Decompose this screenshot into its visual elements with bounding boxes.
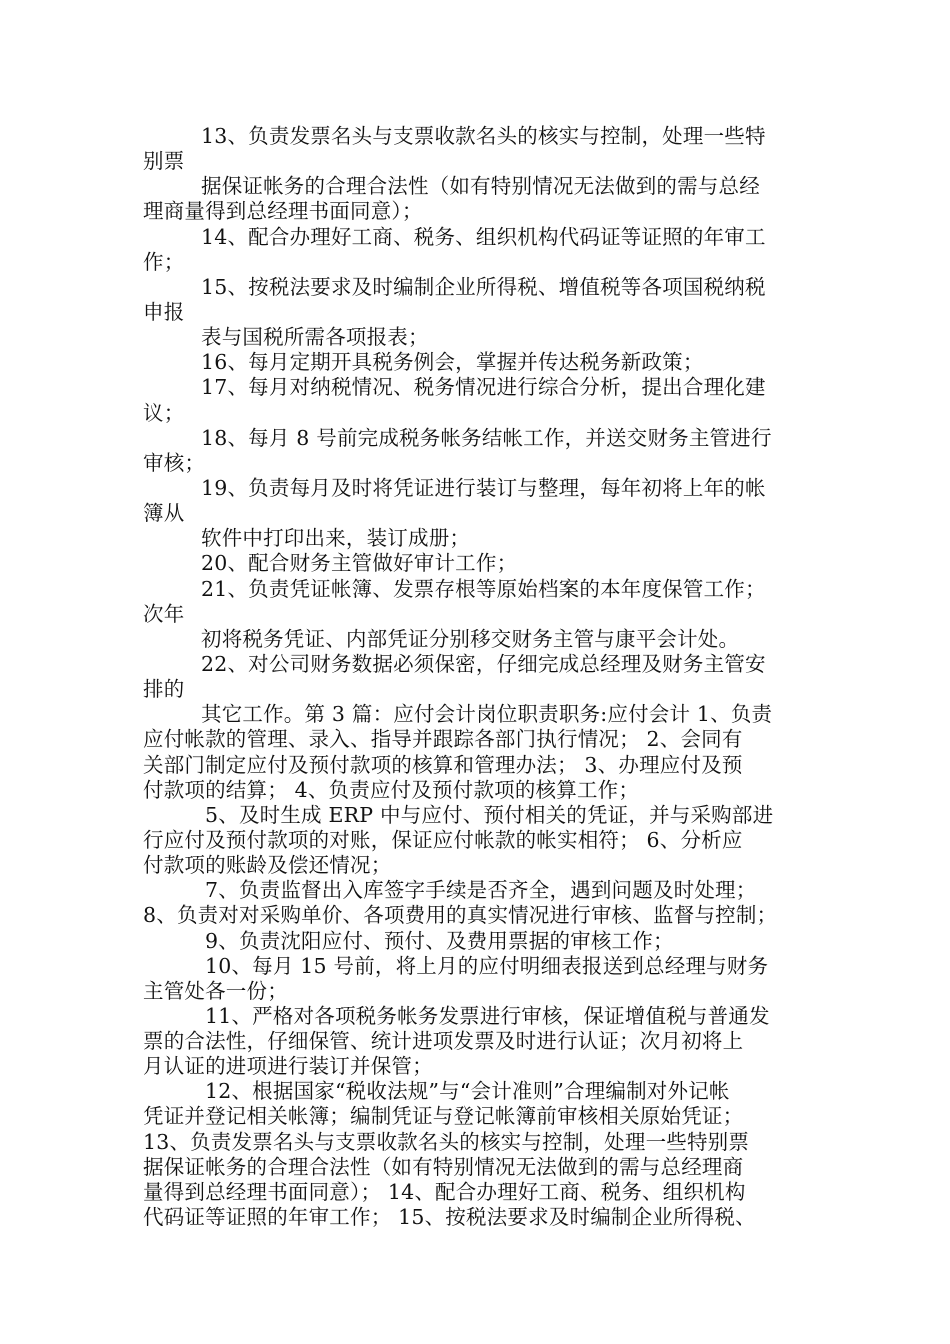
- text-line: 票的合法性，仔细保管、统计进项发票及时进行认证；次月初将上: [143, 1029, 744, 1054]
- text-line: 13、负责发票名头与支票收款名头的核实与控制，处理一些特: [201, 124, 766, 148]
- text-line: 簿从: [143, 501, 185, 526]
- text-line: 代码证等证照的年审工作； 15、按税法要求及时编制企业所得税、: [143, 1205, 756, 1230]
- text-line: 理商量得到总经理书面同意）；: [143, 199, 423, 224]
- text-line: 作；: [143, 249, 185, 274]
- text-line: 17、每月对纳税情况、税务情况进行综合分析，提出合理化建: [201, 375, 766, 400]
- text-line: 行应付及预付款项的对账，保证应付帐款的帐实相符； 6、分析应: [143, 827, 743, 852]
- text-line: 20、配合财务主管做好审计工作；: [201, 551, 518, 576]
- text-line: 量得到总经理书面同意）； 14、配合办理好工商、税务、组织机构: [143, 1179, 746, 1204]
- text-line: 14、配合办理好工商、税务、组织机构代码证等证照的年审工: [201, 224, 766, 249]
- text-line: 议；: [143, 400, 185, 425]
- text-line: 22、对公司财务数据必须保密，仔细完成总经理及财务主管安: [201, 651, 766, 676]
- text-line: 凭证并登记相关帐簿；编制凭证与登记帐簿前审核相关原始凭证；: [143, 1104, 744, 1129]
- text-line: 15、按税法要求及时编制企业所得税、增值税等各项国税纳税: [201, 274, 766, 299]
- text-line: 付款项的账龄及偿还情况；: [143, 853, 392, 878]
- document-body-text: [143, 124, 813, 1230]
- text-line: 月认证的进项进行装订并保管；: [143, 1054, 433, 1079]
- text-line: 8、负责对对采购单价、各项费用的真实情况进行审核、监督与控制；: [143, 903, 778, 928]
- text-line: 10、每月 15 号前，将上月的应付明细表报送到总经理与财务: [205, 953, 769, 978]
- text-line: 申报: [143, 299, 185, 324]
- text-line: 次年: [143, 601, 185, 626]
- text-line: 9、负责沈阳应付、预付、及费用票据的审核工作；: [205, 928, 674, 953]
- text-line: 据保证帐务的合理合法性（如有特别情况无法做到的需与总经理商: [143, 1154, 744, 1179]
- text-line: 16、每月定期开具税务例会，掌握并传达税务新政策；: [201, 350, 704, 375]
- text-line: 应付帐款的管理、录入、指导并跟踪各部门执行情况； 2、会同有: [143, 727, 743, 752]
- text-line: 主管处各一份；: [143, 978, 288, 1003]
- text-line: 19、负责每月及时将凭证进行装订与整理，每年初将上年的帐: [201, 475, 766, 500]
- text-line: 据保证帐务的合理合法性（如有特别情况无法做到的需与总经: [201, 174, 760, 199]
- text-line: 18、每月 8 号前完成税务帐务结帐工作，并送交财务主管进行: [201, 425, 772, 450]
- text-line: 付款项的结算； 4、负责应付及预付款项的核算工作；: [143, 777, 640, 802]
- text-line: 表与国税所需各项报表；: [201, 325, 429, 350]
- text-line: 别票: [143, 149, 185, 174]
- text-line: 审核；: [143, 450, 206, 475]
- text-line: 7、负责监督出入库签字手续是否齐全，遇到问题及时处理；: [205, 878, 757, 903]
- text-line: 软件中打印出来，装订成册；: [201, 526, 471, 551]
- text-line: 其它工作。第 3 篇：应付会计岗位职责职务:应付会计 1、负责: [201, 702, 773, 727]
- text-line: 11、严格对各项税务帐务发票进行审核，保证增值税与普通发: [205, 1003, 770, 1028]
- text-line: 关部门制定应付及预付款项的核算和管理办法； 3、办理应付及预: [143, 752, 743, 777]
- text-line: 21、负责凭证帐簿、发票存根等原始档案的本年度保管工作；: [201, 576, 766, 601]
- text-line: 13、负责发票名头与支票收款名头的核实与控制，处理一些特别票: [143, 1129, 750, 1154]
- text-line: 5、及时生成 ERP 中与应付、预付相关的凭证，并与采购部进: [205, 802, 774, 827]
- text-line: 初将税务凭证、内部凭证分别移交财务主管与康平会计处。: [201, 626, 740, 651]
- text-line: 排的: [143, 677, 185, 702]
- text-line: 12、根据国家“税收法规”与“会计准则”合理编制对外记帐: [205, 1079, 730, 1104]
